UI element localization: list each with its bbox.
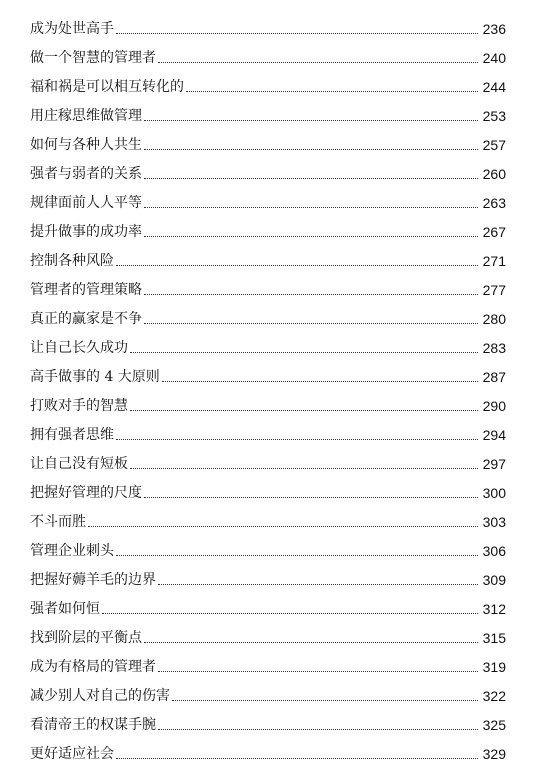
toc-entry-page: 260 (482, 166, 506, 182)
toc-entry-page: 244 (482, 79, 506, 95)
toc-entry[interactable] (30, 473, 506, 502)
toc-entry[interactable] (30, 618, 506, 647)
toc-entry-page: 309 (482, 572, 506, 588)
toc-entry-page: 303 (482, 514, 506, 530)
toc-entry-title: 福和祸是可以相互转化的 (30, 79, 184, 95)
toc-entry-page: 297 (482, 456, 506, 472)
toc-entry[interactable] (30, 38, 506, 67)
toc-entry[interactable] (30, 415, 506, 444)
toc-entry-page: 306 (482, 543, 506, 559)
toc-entry-title: 把握好薅羊毛的边界 (30, 572, 156, 588)
toc-entry[interactable] (30, 386, 506, 415)
toc-entry-page: 329 (482, 746, 506, 762)
toc-dot-leader (144, 322, 478, 324)
toc-dot-leader (116, 757, 478, 759)
toc-entry[interactable] (30, 96, 506, 125)
toc-entry[interactable] (30, 589, 506, 618)
toc-dot-leader (144, 235, 478, 237)
toc-dot-leader (144, 641, 478, 643)
toc-entry[interactable] (30, 9, 506, 38)
toc-entry[interactable] (30, 676, 506, 705)
toc-entry[interactable] (30, 270, 506, 299)
toc-entry[interactable] (30, 328, 506, 357)
toc-entry-title: 看清帝王的权谋手腕 (30, 717, 156, 733)
toc-entry-title: 管理企业刺头 (30, 543, 114, 559)
toc-entry-page: 253 (482, 108, 506, 124)
toc-entry-page: 267 (482, 224, 506, 240)
toc-entry-title: 减少别人对自己的伤害 (30, 688, 170, 704)
toc-dot-leader (158, 61, 478, 63)
toc-dot-leader (102, 612, 478, 614)
toc-dot-leader (116, 32, 478, 34)
toc-entry-title: 让自己没有短板 (30, 456, 128, 472)
toc-entry-page: 257 (482, 137, 506, 153)
toc-entry[interactable] (30, 67, 506, 96)
toc-dot-leader (158, 670, 478, 672)
toc-entry-title: 让自己长久成功 (30, 340, 128, 356)
toc-entry-title: 成为处世高手 (30, 21, 114, 37)
toc-entry-page: 294 (482, 427, 506, 443)
toc-dot-leader (130, 409, 478, 411)
toc-entry-title: 提升做事的成功率 (30, 224, 142, 240)
toc-dot-leader (144, 496, 478, 498)
toc-entry[interactable] (30, 705, 506, 734)
toc-entry-title: 强者如何恒 (30, 601, 100, 617)
toc-entry-title: 强者与弱者的关系 (30, 166, 142, 182)
toc-entry-title: 做一个智慧的管理者 (30, 50, 156, 66)
toc-entry-title: 高手做事的 4 大原则 (30, 369, 160, 385)
toc-entry-page: 325 (482, 717, 506, 733)
toc-dot-leader (158, 728, 478, 730)
toc-entry-page: 300 (482, 485, 506, 501)
toc-entry-page: 236 (482, 21, 506, 37)
toc-entry-page: 263 (482, 195, 506, 211)
toc-entry-title: 打败对手的智慧 (30, 398, 128, 414)
toc-entry[interactable] (30, 502, 506, 531)
toc-entry-title: 用庄稼思维做管理 (30, 108, 142, 124)
toc-dot-leader (88, 525, 478, 527)
toc-entry[interactable] (30, 154, 506, 183)
toc-entry[interactable] (30, 183, 506, 212)
toc-entry-page: 312 (482, 601, 506, 617)
toc-entry[interactable] (30, 212, 506, 241)
toc-entry-page: 280 (482, 311, 506, 327)
toc-dot-leader (116, 438, 478, 440)
toc-entry-page: 319 (482, 659, 506, 675)
toc-dot-leader (162, 380, 478, 382)
toc-dot-leader (116, 264, 478, 266)
toc-entry[interactable] (30, 357, 506, 386)
toc-dot-leader (144, 119, 478, 121)
toc-entry-title: 如何与各种人共生 (30, 137, 142, 153)
toc-dot-leader (144, 177, 478, 179)
toc-entry-title: 管理者的管理策略 (30, 282, 142, 298)
toc-entry[interactable] (30, 647, 506, 676)
toc-entry-page: 271 (482, 253, 506, 269)
toc-entry[interactable] (30, 444, 506, 473)
toc-entry[interactable] (30, 125, 506, 154)
toc-dot-leader (116, 554, 478, 556)
toc-entry-page: 277 (482, 282, 506, 298)
toc-entry-title: 真正的赢家是不争 (30, 311, 142, 327)
toc-entry-page: 315 (482, 630, 506, 646)
toc-entry[interactable] (30, 560, 506, 589)
toc-entry-page: 322 (482, 688, 506, 704)
toc-entry-title: 规律面前人人平等 (30, 195, 142, 211)
toc-entry-title: 找到阶层的平衡点 (30, 630, 142, 646)
toc-dot-leader (144, 206, 478, 208)
toc-entry-page: 287 (482, 369, 506, 385)
toc-dot-leader (130, 351, 478, 353)
toc-entry[interactable] (30, 299, 506, 328)
toc-dot-leader (130, 467, 478, 469)
toc-dot-leader (144, 293, 478, 295)
toc-entry-page: 290 (482, 398, 506, 414)
toc-dot-leader (158, 583, 478, 585)
toc-entry-title: 控制各种风险 (30, 253, 114, 269)
toc-entry-title: 把握好管理的尺度 (30, 485, 142, 501)
toc-entry-page: 283 (482, 340, 506, 356)
toc-entry-title: 拥有强者思维 (30, 427, 114, 443)
toc-dot-leader (172, 699, 478, 701)
toc-entry-title: 更好适应社会 (30, 746, 114, 762)
toc-entry[interactable] (30, 241, 506, 270)
toc-dot-leader (186, 90, 478, 92)
table-of-contents (30, 9, 506, 763)
toc-entry-title: 成为有格局的管理者 (30, 659, 156, 675)
toc-entry-title: 不斗而胜 (30, 514, 86, 530)
toc-dot-leader (144, 148, 478, 150)
toc-entry[interactable] (30, 531, 506, 560)
toc-entry-page: 240 (482, 50, 506, 66)
